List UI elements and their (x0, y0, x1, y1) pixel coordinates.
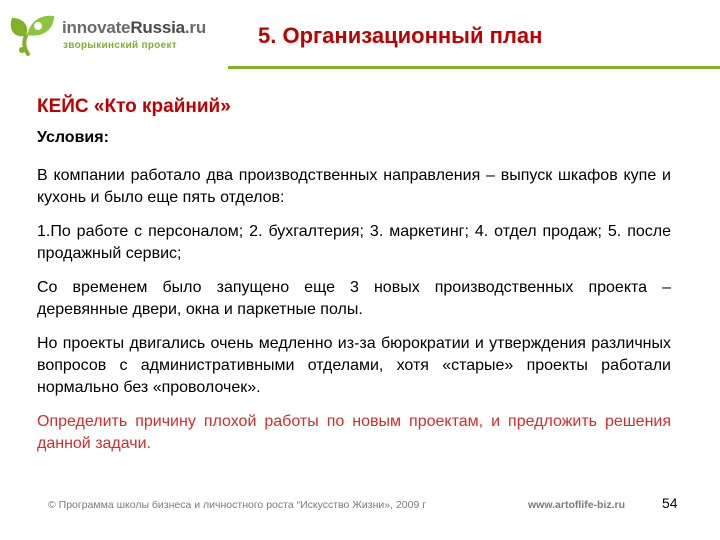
case-paragraph-3: Со временем было запущено еще 3 новых производственных проекта – деревянные двери, окна и паркетные полы. (37, 279, 671, 318)
case-paragraph-2: 1.По работе с персоналом; 2. бухгалтерия; 3. маркетинг; 4. отдел продаж; 5. после продажный сервис; (37, 223, 671, 262)
footer-copyright: © Программа школы бизнеса и личностного роста “Искусство Жизни», 2009 г (48, 499, 427, 511)
slide-footer (0, 490, 720, 520)
logo (8, 8, 228, 58)
green-sprout-logo-icon (8, 8, 60, 58)
brand-part-innovate: innovate (62, 18, 131, 37)
case-title: КЕЙС «Кто крайний» (37, 96, 231, 117)
brand-tagline: зворыкинский проект (63, 40, 177, 51)
title-divider (228, 66, 720, 69)
slide-header (0, 0, 720, 72)
case-task: Определить причину плохой работы по новым проектам, и предложить решения данной задачи. (37, 413, 671, 452)
footer-url[interactable]: www.artoflife-biz.ru (528, 499, 626, 511)
conditions-label: Условия: (37, 129, 109, 146)
slide-title: 5. Организационный план (258, 23, 543, 48)
brand-part-ru: .ru (184, 18, 206, 37)
brand-name (62, 18, 206, 38)
case-paragraph-4: Но проекты двигались очень медленно из-за бюрократии и утверждения различных вопросов с административными отделами, хотя «старые» проекты работали нормально без «проволочек». (37, 335, 671, 396)
case-content (37, 165, 671, 455)
brand-part-russia: Russia (130, 18, 185, 37)
case-paragraph-1: В компании работало два производственных направления – выпуск шкафов купе и кухонь и было еще пять отделов: (37, 167, 671, 206)
page-number: 54 (662, 495, 678, 511)
